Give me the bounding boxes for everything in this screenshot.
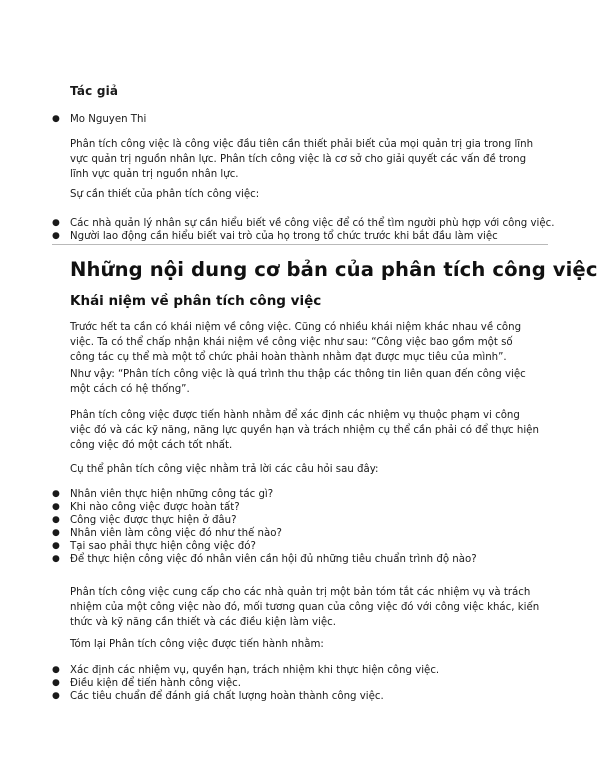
bullet-icon: ●	[52, 489, 60, 499]
list-item: ● Xác định các nhiệm vụ, quyền hạn, trách nhiệm khi thực hiện công việc.	[52, 665, 440, 676]
list-item: ● Để thực hiện công việc đó nhân viên cần hội đủ những tiêu chuẩn trình độ nào?	[52, 554, 477, 565]
list-item: ● Tại sao phải thực hiện công việc đó?	[52, 541, 256, 552]
list-item: ● Nhân viên thực hiện những công tác gì?	[52, 489, 274, 500]
author-list	[52, 113, 146, 126]
bullet-icon: ●	[52, 665, 60, 675]
section-subtitle: Khái niệm về phân tích công việc	[70, 293, 322, 309]
bullet-icon: ●	[52, 678, 60, 688]
list-item	[52, 113, 146, 126]
necessity-label: Sự cần thiết của phân tích công việc:	[70, 189, 260, 200]
bullet-icon: ●	[52, 502, 60, 512]
paragraph-1: Trước hết ta cần có khái niệm về công việc. Cũng có nhiều khái niệm khác nhau về công việc. Ta có thể chấp nhận khái niệm về công việc như sau: “Công việc bao gồm một số công tác cụ thể mà một tổ chức phải hoàn thành nhằm đạt được mục tiêu của mình”.	[70, 322, 522, 363]
bullet-icon: ●	[52, 541, 60, 551]
purposes-list	[52, 664, 439, 703]
bullet-icon: ●	[52, 114, 60, 124]
author-heading: Tác giả	[70, 84, 119, 98]
list-item: ● Các nhà quản lý nhân sự cần hiểu biết về công việc để có thể tìm người phù hợp với công việc.	[52, 218, 555, 229]
list-item: ● Công việc được thực hiện ở đâu?	[52, 515, 237, 526]
bullet-icon: ●	[52, 231, 60, 241]
paragraph-3: Phân tích công việc được tiến hành nhằm để xác định các nhiệm vụ thuộc phạm vi công việc đó và các kỹ năng, năng lực quyền hạn và trách nhiệm cụ thể cần phải có để thực hiện công việc đó một cách tốt nhất.	[70, 410, 539, 451]
intro-paragraph: Phân tích công việc là công việc đầu tiên cần thiết phải biết của mọi quản trị gia trong lĩnh vực quản trị nguồn nhân lực. Phân tích công việc là cơ sở cho giải quyết các vấn đề trong lĩnh vực quản trị nguồn nhân lực.	[70, 139, 534, 180]
bullet-icon: ●	[52, 691, 60, 701]
author-name: Mo Nguyen Thi	[70, 114, 147, 125]
bullet-icon: ●	[52, 218, 60, 228]
necessity-list	[52, 217, 554, 243]
paragraph-5: Phân tích công việc cung cấp cho các nhà quản trị một bản tóm tắt các nhiệm vụ và trách nhiệm của một công việc nào đó, mối tương quan của công việc đó với công việc khác, kiến thức và kỹ năng cần thiết và các điều kiện làm việc.	[70, 587, 540, 628]
questions-list	[52, 488, 477, 566]
section-divider	[52, 244, 548, 245]
page-title: Những nội dung cơ bản của phân tích công việc	[70, 258, 598, 281]
paragraph-6: Tóm lại Phân tích công việc được tiến hành nhằm:	[70, 639, 324, 650]
list-item: ● Nhân viên làm công việc đó như thế nào?	[52, 528, 282, 539]
list-item: ● Người lao động cần hiểu biết vai trò của họ trong tổ chức trước khi bắt đầu làm việc	[52, 231, 498, 242]
list-item: ● Khi nào công việc được hoàn tất?	[52, 502, 240, 513]
paragraph-4: Cụ thể phân tích công việc nhằm trả lời các câu hỏi sau đây:	[70, 464, 379, 475]
list-item: ● Các tiêu chuẩn để đánh giá chất lượng hoàn thành công việc.	[52, 691, 384, 702]
bullet-icon: ●	[52, 515, 60, 525]
paragraph-2: Như vậy: “Phân tích công việc là quá trình thu thập các thông tin liên quan đến công việc một cách có hệ thống”.	[70, 369, 526, 395]
bullet-icon: ●	[52, 554, 60, 564]
list-item: ● Điều kiện để tiến hành công việc.	[52, 678, 241, 689]
bullet-icon: ●	[52, 528, 60, 538]
